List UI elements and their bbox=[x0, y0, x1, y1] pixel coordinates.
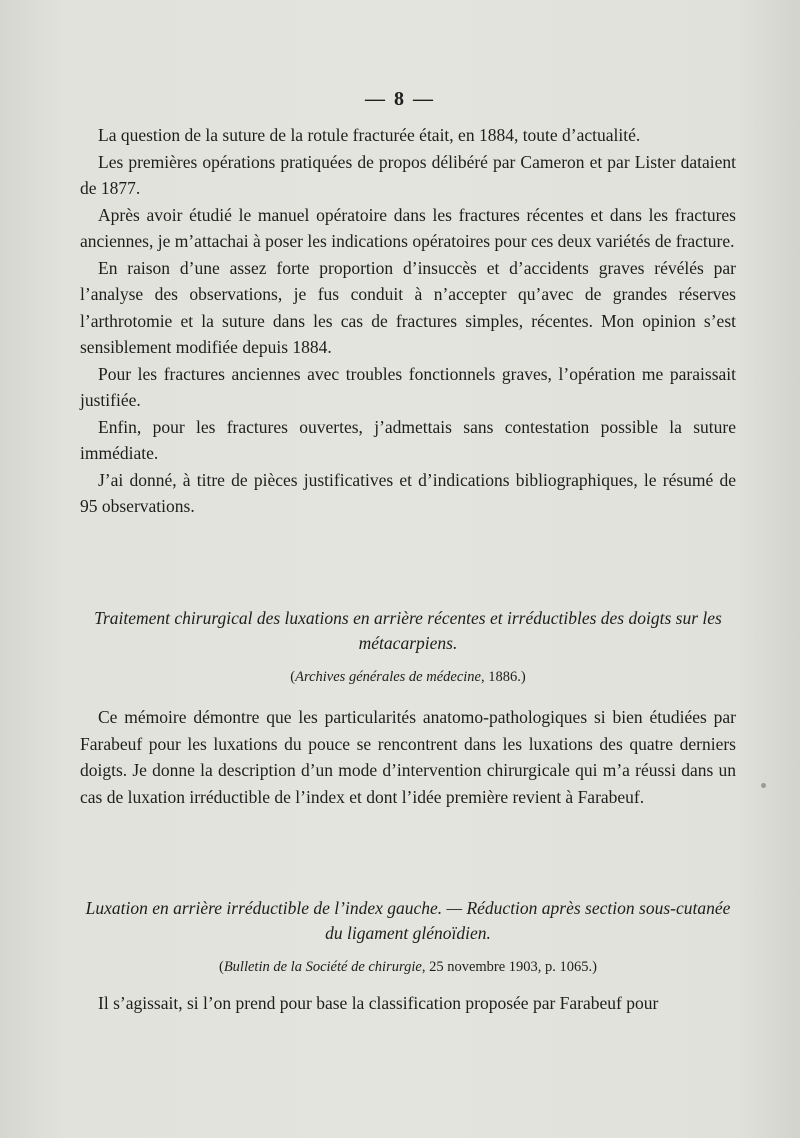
paragraph: Il s’agissait, si l’on prend pour base la classification proposée par Farabeuf pour bbox=[98, 993, 659, 1013]
source-details: , 25 novembre 1903, p. 1065.) bbox=[421, 959, 597, 975]
source-journal: Bulletin de la Société de chirurgie bbox=[223, 959, 422, 975]
section-text bbox=[80, 990, 736, 1017]
paragraph: En raison d’une assez forte proportion d’insuccès et d’accidents graves révélés par l’analyse des observations, je fus conduit à n’accepter qu’avec de grandes réserves l’arthrotomie et la suture dans les cas de fractures simples, récentes. Mon opinion s’est sensiblement modifiée depuis 1884. bbox=[80, 257, 736, 357]
source-open: ( bbox=[218, 959, 224, 975]
paragraph: Ce mémoire démontre que les particularités anatomo-pathologiques si bien étudiées par Farabeuf pour les luxations du pouce se rencontrent dans les luxations des quatre derniers doigts. Je donne la description d’un mode d’intervention chirurgicale qui m’a réussi dans un cas de luxation irréductible de l’index et dont l’idée première revient à Farabeuf. bbox=[80, 707, 736, 807]
intro-text bbox=[80, 122, 736, 520]
section-title: Traitement chirurgical des luxations en arrière récentes et irréductibles des doigts sur les métacarpiens. bbox=[94, 608, 722, 653]
paragraph: Les premières opérations pratiquées de propos délibéré par Cameron et par Lister dataient de 1877. bbox=[80, 151, 736, 198]
section-text bbox=[80, 704, 736, 810]
scan-speck bbox=[761, 783, 766, 788]
paragraph: Après avoir étudié le manuel opératoire dans les fractures récentes et dans les fractures anciennes, je m’attachai à poser les indications opératoires pour ces deux variétés de fracture. bbox=[80, 204, 736, 251]
paragraph: J’ai donné, à titre de pièces justificatives et d’indications bibliographiques, le résumé de 95 observations. bbox=[80, 469, 736, 516]
paragraph: Pour les fractures anciennes avec troubles fonctionnels graves, l’opération me paraissait justifiée. bbox=[80, 363, 736, 410]
source-open: ( bbox=[290, 669, 296, 685]
paragraph: La question de la suture de la rotule fracturée était, en 1884, toute d’actualité. bbox=[98, 125, 641, 145]
source-journal: Archives générales de médecine bbox=[295, 669, 481, 685]
section-source bbox=[80, 667, 736, 687]
section-title: Luxation en arrière irréductible de l’index gauche. — Réduction après section sous-cutanée du ligament glénoïdien. bbox=[85, 898, 731, 943]
section-source bbox=[80, 957, 736, 977]
page-number: — 8 — bbox=[365, 88, 435, 110]
paragraph: Enfin, pour les fractures ouvertes, j’admettais sans contestation possible la suture immédiate. bbox=[80, 416, 736, 463]
source-details: , 1886.) bbox=[481, 669, 526, 685]
